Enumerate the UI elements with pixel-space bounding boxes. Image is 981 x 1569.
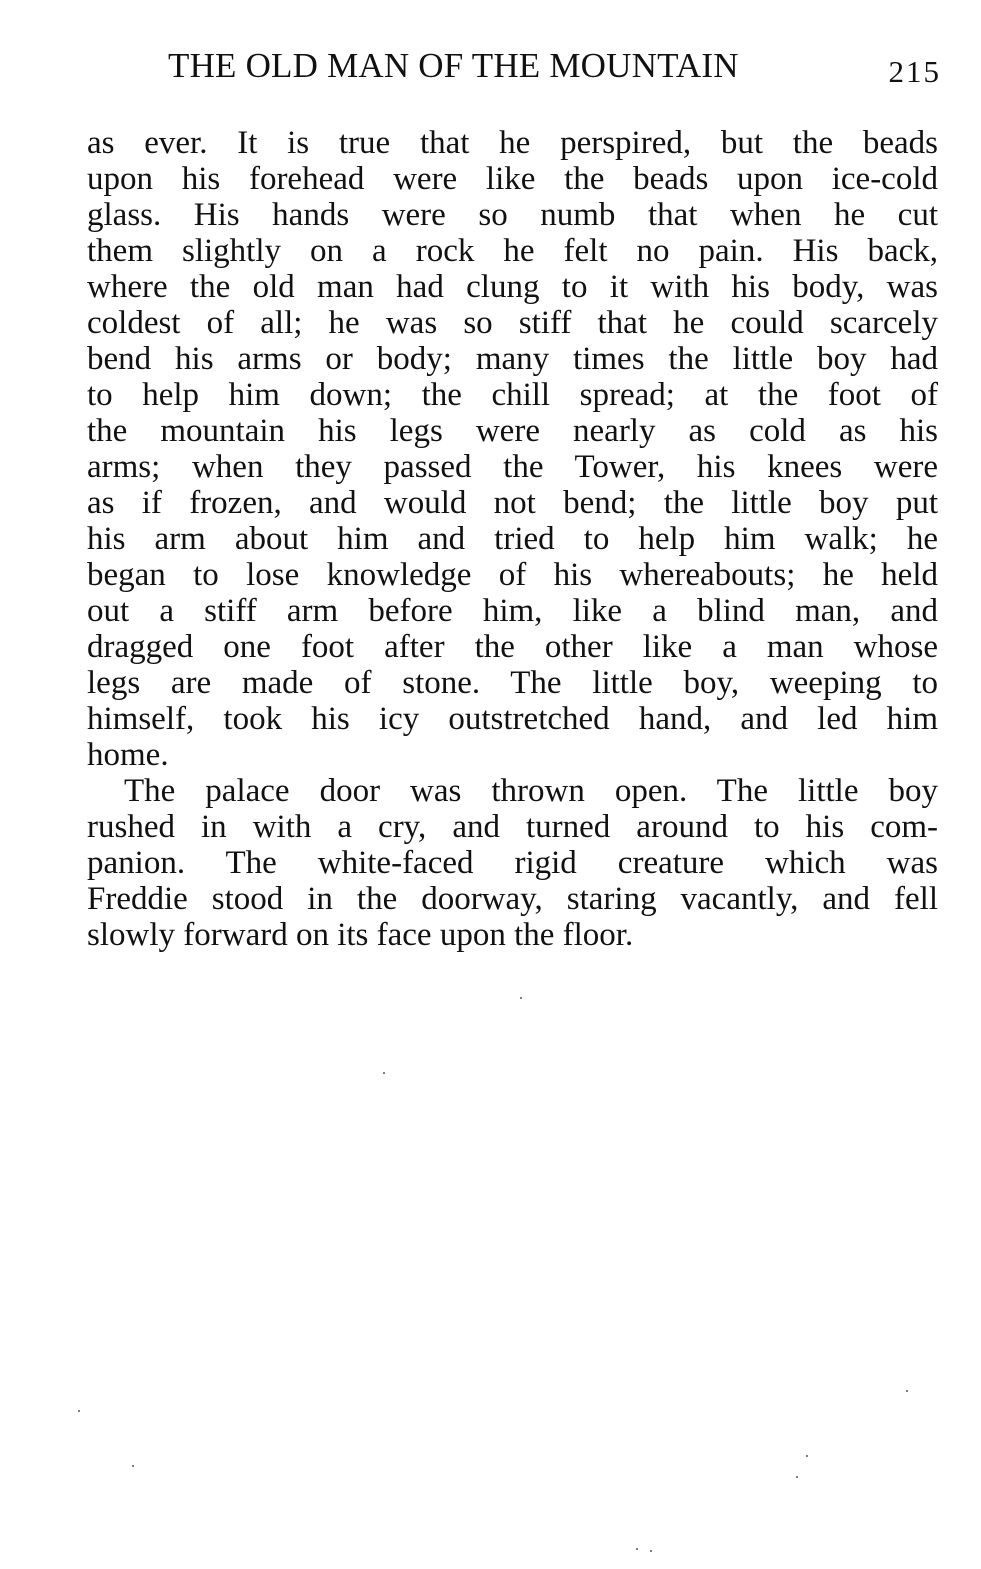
scan-speck <box>636 1548 638 1550</box>
page-number: 215 <box>888 54 941 89</box>
text-line: his arm about him and tried to help him walk; he <box>87 521 938 557</box>
scan-speck <box>650 1550 652 1552</box>
text-line-last: home. <box>87 737 169 773</box>
scan-speck <box>806 1455 808 1457</box>
text-line: upon his forehead were like the beads upon ice-cold <box>87 161 938 197</box>
text-line: as if frozen, and would not bend; the little boy put <box>87 485 938 521</box>
text-line-last: slowly forward on its face upon the floor. <box>87 917 634 953</box>
text-line: out a stiff arm before him, like a blind man, and <box>87 593 938 629</box>
scan-speck <box>132 1465 134 1467</box>
scan-speck <box>78 1410 80 1412</box>
text-line: panion. The white-faced rigid creature which was <box>87 845 938 881</box>
text-line: legs are made of stone. The little boy, weeping to <box>87 665 938 701</box>
scan-speck <box>520 997 522 999</box>
text-line: began to lose knowledge of his whereabouts; he held <box>87 557 938 593</box>
text-line: himself, took his icy outstretched hand, and led him <box>87 701 938 737</box>
text-line: coldest of all; he was so stiff that he could scarcely <box>87 305 938 341</box>
text-line: bend his arms or body; many times the little boy had <box>87 341 938 377</box>
text-line: to help him down; the chill spread; at the foot of <box>87 377 938 413</box>
text-line: Freddie stood in the doorway, staring vacantly, and fell <box>87 881 938 917</box>
text-line: rushed in with a cry, and turned around to his com- <box>87 809 938 845</box>
paragraph-2 <box>87 773 938 953</box>
text-line-indented: The palace door was thrown open. The little boy <box>124 773 938 809</box>
paragraph-1 <box>87 125 938 773</box>
text-line: arms; when they passed the Tower, his knees were <box>87 449 938 485</box>
text-line: as ever. It is true that he perspired, but the beads <box>87 125 938 161</box>
body-text <box>87 125 938 953</box>
running-title: THE OLD MAN OF THE MOUNTAIN <box>168 46 739 85</box>
scan-speck <box>906 1390 908 1392</box>
scan-speck <box>796 1476 798 1478</box>
scan-speck <box>383 1072 385 1074</box>
text-line: them slightly on a rock he felt no pain. His back, <box>87 233 938 269</box>
text-line: glass. His hands were so numb that when he cut <box>87 197 938 233</box>
text-line: the mountain his legs were nearly as cold as his <box>87 413 938 449</box>
text-line: dragged one foot after the other like a man whose <box>87 629 938 665</box>
text-line: where the old man had clung to it with his body, was <box>87 269 938 305</box>
running-head <box>0 44 941 88</box>
